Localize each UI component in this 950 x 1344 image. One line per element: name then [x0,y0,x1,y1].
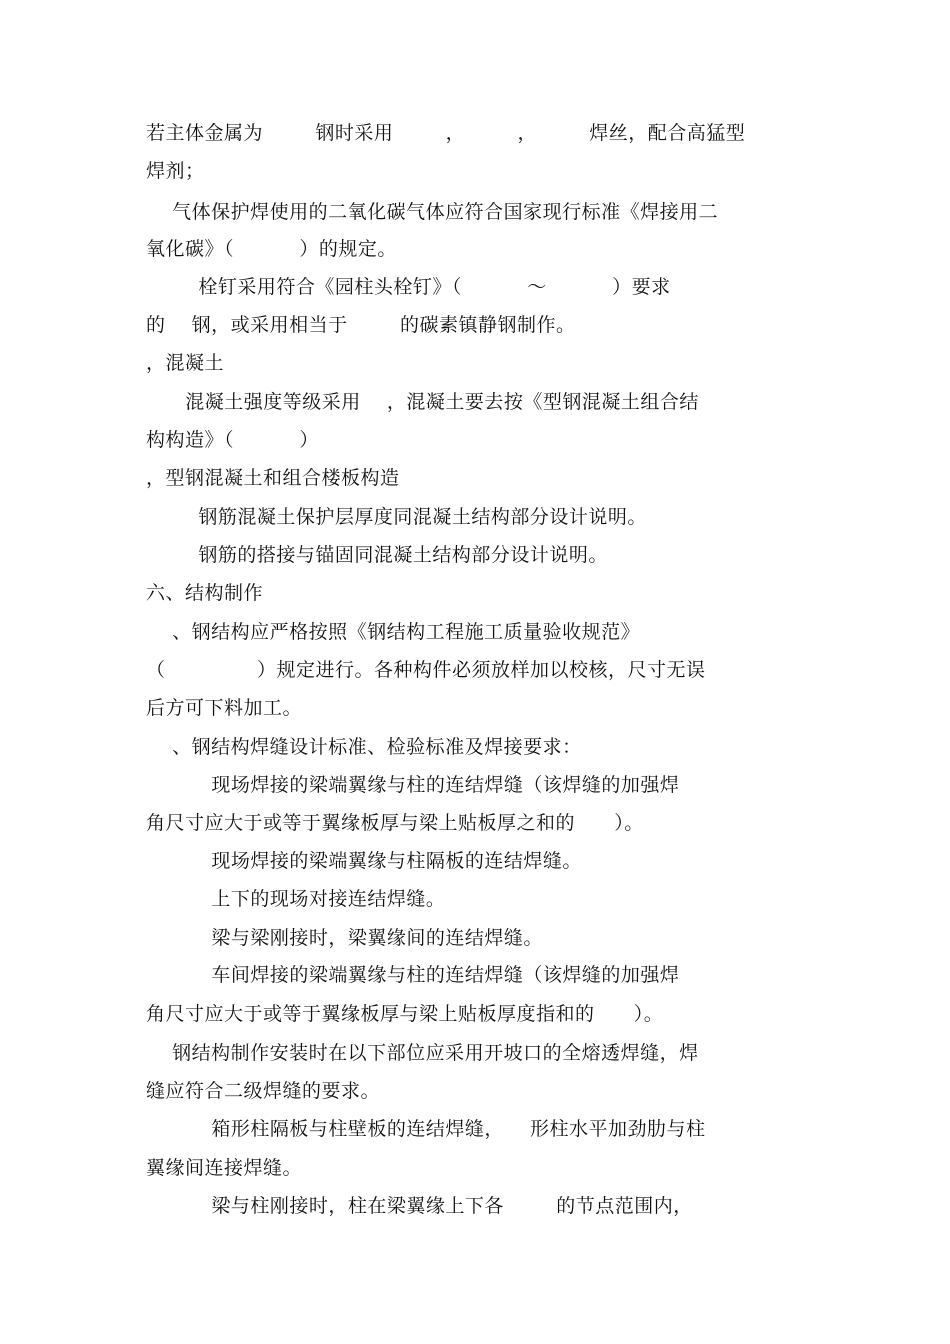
text-line: 现场焊接的梁端翼缘与柱隔板的连结焊缝。 [146,850,582,872]
text-line: 氧化碳》（ ）的规定。 [146,238,397,260]
text-line: 角尺寸应大于或等于翼缘板厚与梁上贴板厚度指和的 ）。 [146,1003,664,1025]
text-line: 、钢结构焊缝设计标准、检验标准及焊接要求： [146,736,582,758]
text-line: 钢筋的搭接与锚固同混凝土结构部分设计说明。 [146,544,608,566]
text-line: 梁与柱刚接时，柱在梁翼缘上下各 的节点范围内， [146,1195,693,1217]
text-line: 钢结构制作安装时在以下部位应采用开坡口的全熔透焊缝，焊 [146,1042,699,1064]
text-line: 后方可下料加工。 [146,697,303,719]
text-line: 现场焊接的梁端翼缘与柱的连结焊缝（该焊缝的加强焊 [146,774,680,796]
text-line: 角尺寸应大于或等于翼缘板厚与梁上贴板厚之和的 ）。 [146,812,644,834]
text-line: 缝应符合二级焊缝的要求。 [146,1080,381,1102]
text-line: 混凝土强度等级采用 ，混凝土要去按《型钢混凝土组合结 [146,391,699,413]
text-line: 上下的现场对接连结焊缝。 [146,888,446,910]
text-line: 箱形柱隔板与柱壁板的连结焊缝， 形柱水平加劲肋与柱 [146,1118,706,1140]
section-heading: 六、结构制作 [146,582,264,604]
text-line: 、钢结构应严格按照《钢结构工程施工质量验收规范》 [146,621,641,643]
text-line: 的 钢，或采用相当于 的碳素镇静钢制作。 [146,314,576,336]
text-line: 梁与梁刚接时，梁翼缘间的连结焊缝。 [146,927,543,949]
text-line: 气体保护焊使用的二氧化碳气体应符合国家现行标准《焊接用二 [146,201,719,223]
section-heading: ，混凝土 [146,352,225,374]
text-line: 栓钉采用符合《园柱头栓钉》（ ～ ）要求 [146,276,671,298]
text-line: 翼缘间连接焊缝。 [146,1157,303,1179]
text-line: 构构造》（ ） [146,429,319,451]
section-heading: ，型钢混凝土和组合楼板构造 [146,467,400,489]
text-line: 焊剂； [146,160,205,182]
text-line: 车间焊接的梁端翼缘与柱的连结焊缝（该焊缝的加强焊 [146,964,680,986]
text-line: 钢筋混凝土保护层厚度同混凝土结构部分设计说明。 [146,506,647,528]
text-line: 若主体金属为 钢时采用 ， ， 焊丝，配合高猛型 [146,122,746,144]
text-line: （ ）规定进行。各种构件必须放样加以校核，尺寸无误 [146,659,706,681]
